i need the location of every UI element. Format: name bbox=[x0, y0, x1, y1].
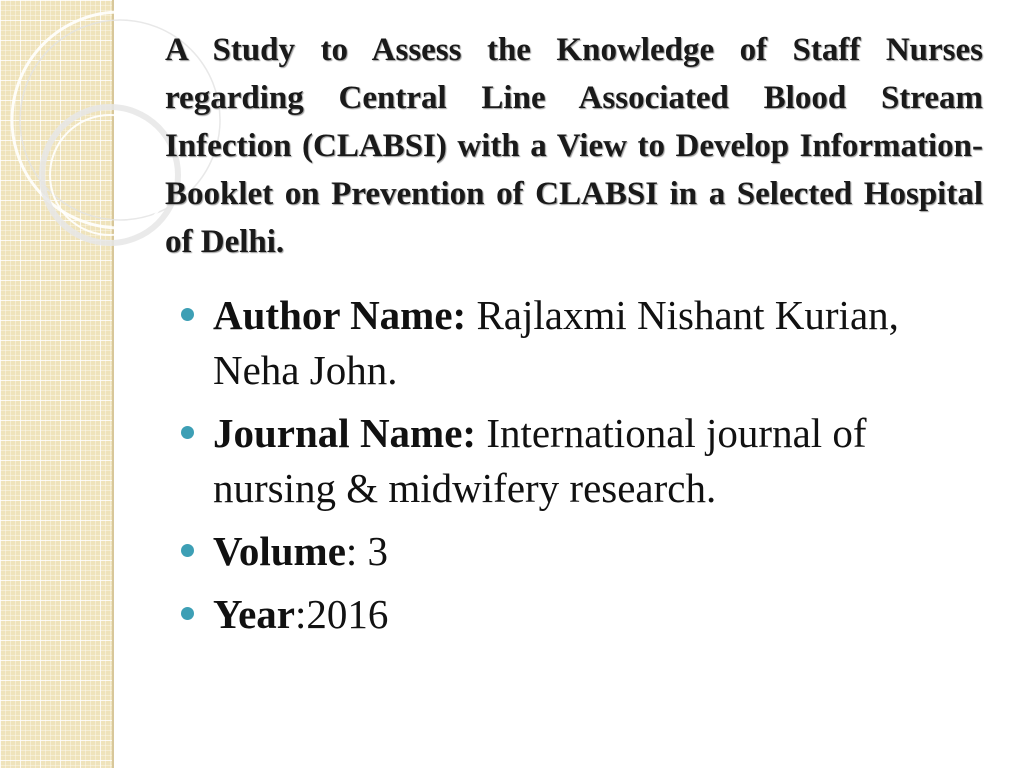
volume-label: Volume bbox=[213, 528, 346, 574]
volume-value: : 3 bbox=[345, 528, 389, 574]
details-list bbox=[179, 288, 983, 642]
author-value: Rajlaxmi Nishant Kurian, Neha John. bbox=[213, 292, 899, 393]
bullet-dot-icon bbox=[181, 308, 194, 321]
list-item-volume bbox=[179, 524, 983, 579]
year-label: Year bbox=[213, 591, 295, 637]
bullet-dot-icon bbox=[181, 426, 194, 439]
journal-label: Journal Name: bbox=[213, 410, 477, 456]
journal-value: International journal of nursing & midwifery research. bbox=[213, 410, 867, 511]
content-area bbox=[165, 26, 983, 650]
bullet-dot-icon bbox=[181, 607, 194, 620]
bullet-dot-icon bbox=[181, 544, 194, 557]
slide-title: A Study to Assess the Knowledge of Staff Nurses regarding Central Line Associated Blood Stream Infection (CLABSI) with a View to Develop Information-Booklet on Prevention of CLABSI in a Selected Hospital of Delhi. bbox=[165, 32, 983, 260]
list-item-year bbox=[179, 587, 983, 642]
list-item-author bbox=[179, 288, 983, 398]
year-value: :2016 bbox=[294, 591, 389, 637]
list-item-journal bbox=[179, 406, 983, 516]
author-label: Author Name: bbox=[213, 292, 467, 338]
